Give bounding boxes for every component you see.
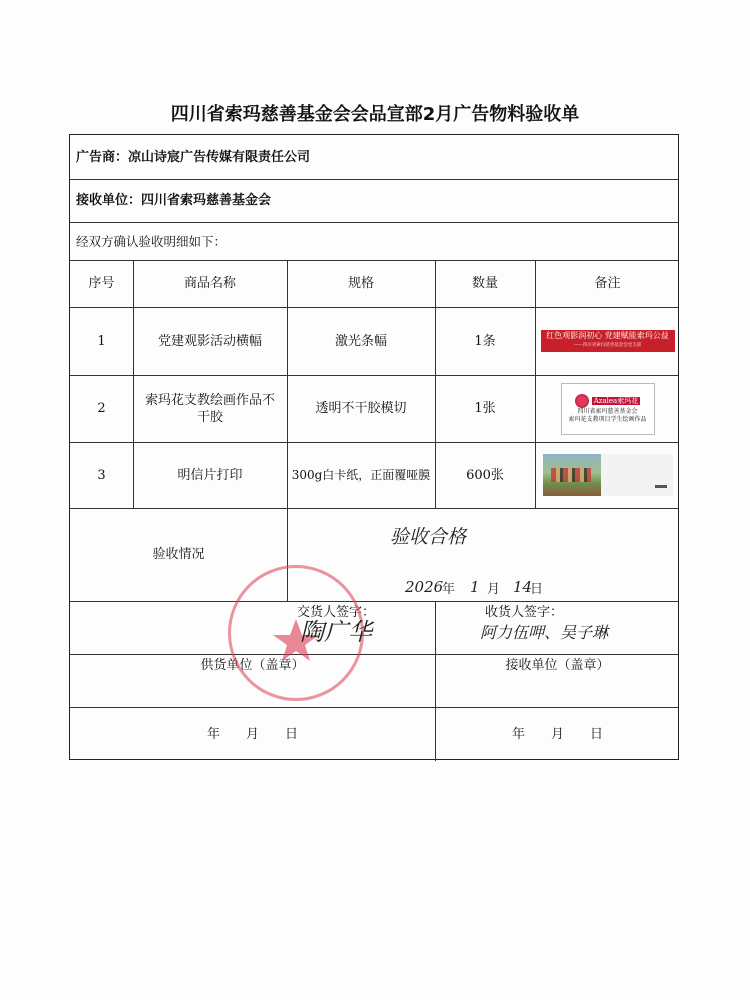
- date-day-unit: 日: [530, 582, 544, 597]
- header-no: 序号: [88, 276, 115, 291]
- row-1-qty: 1条: [474, 333, 496, 349]
- banner-thumbnail: [541, 330, 675, 352]
- row-2-qty: 1张: [474, 401, 496, 416]
- supplier-date: 年 月 日: [206, 726, 298, 742]
- header-qty: 数量: [471, 276, 498, 291]
- row-3-no: 3: [97, 467, 106, 483]
- inspection-label: 验收情况: [152, 547, 205, 562]
- row-2-name: 索玛花支教绘画作品不干胶: [145, 392, 276, 425]
- deliverer-sign-label: 交货人签字：: [296, 604, 375, 620]
- header-remark: 备注: [594, 276, 621, 291]
- row-3-qty: 600张: [466, 467, 504, 483]
- date-month-unit: 月: [487, 582, 501, 597]
- row-3-spec: 300g白卡纸，正面覆哑膜: [291, 467, 431, 482]
- sticker-brand: Azalea索玛花: [593, 396, 639, 405]
- receiver-signature: 阿力伍呷、吴子琳: [480, 623, 609, 642]
- deliverer-signature: 陶广华: [300, 618, 372, 646]
- receiver-unit-label: 接收单位：四川省索玛慈善基金会: [76, 193, 272, 208]
- postcard-back: [601, 454, 673, 496]
- banner-text: 红色观影润初心 党建赋能索玛公益: [546, 331, 669, 340]
- date-month: 1: [470, 578, 480, 596]
- row-1-spec: 激光条幅: [334, 333, 387, 349]
- date-day: 14: [513, 578, 533, 596]
- document-title: 四川省索玛慈善基金会会品宣部2月广告物料验收单: [170, 104, 580, 125]
- receiver-sign-label: 收货人签字：: [485, 604, 564, 620]
- row-1-remark: [535, 307, 680, 375]
- postcard-thumbnail: [543, 454, 673, 496]
- row-2-remark: [535, 375, 680, 442]
- header-name: 商品名称: [183, 276, 236, 291]
- date-year-unit: 年: [442, 582, 456, 597]
- row-1-name: 党建观影活动横幅: [157, 333, 262, 349]
- row-3-remark: [535, 442, 680, 508]
- receiver-seal-label: 接收单位（盖章）: [505, 657, 610, 673]
- flower-icon: [575, 394, 589, 408]
- row-1-no: 1: [97, 333, 106, 349]
- banner-subtext: ——四川省索玛慈善基金会党支部: [573, 343, 642, 348]
- sticker-org: 四川省索玛慈善基金会: [577, 407, 638, 415]
- date-year: 2026: [405, 578, 444, 596]
- receiver-date: 年 月 日: [511, 726, 603, 742]
- supplier-seal-label: 供货单位（盖章）: [200, 657, 305, 673]
- sticker-thumbnail: [561, 383, 655, 435]
- postcard-photo: [543, 454, 601, 496]
- sticker-caption: 索玛花支教项目学生绘画作品: [568, 415, 647, 423]
- row-3-name: 明信片打印: [177, 467, 243, 483]
- row-2-spec: 透明不干胶模切: [315, 401, 407, 416]
- acceptance-form: [69, 134, 679, 760]
- header-spec: 规格: [347, 276, 374, 291]
- inspection-result: 验收合格: [390, 526, 467, 548]
- row-2-no: 2: [97, 401, 106, 416]
- confirm-text: 经双方确认验收明细如下：: [76, 233, 227, 249]
- advertiser-label: 广告商：凉山诗宸广告传媒有限责任公司: [76, 149, 311, 165]
